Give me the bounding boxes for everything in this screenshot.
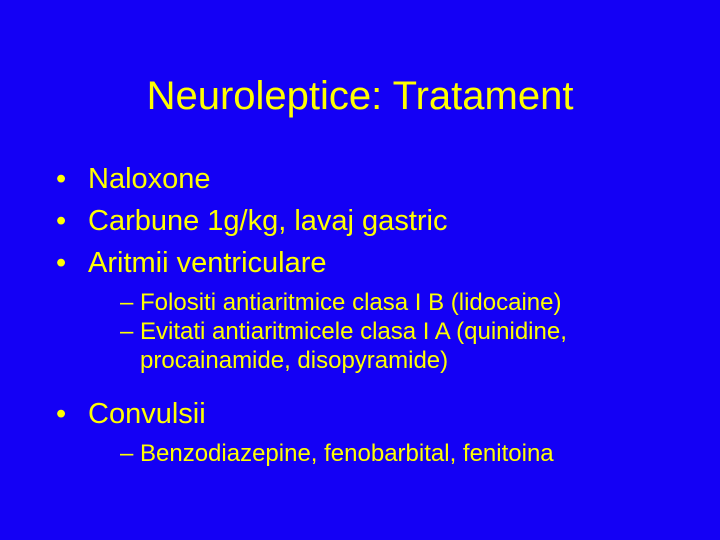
- bullet-item-aritmii: [56, 242, 696, 284]
- subitem-evitati: [56, 317, 696, 375]
- subitem-folositi: [56, 288, 696, 317]
- bullet-text: Aritmii ventriculare: [88, 247, 327, 279]
- bullet-item-carbune: [56, 200, 696, 242]
- bullet-text: Carbune 1g/kg, lavaj gastric: [88, 205, 448, 237]
- bullet-item-naloxone: [56, 158, 696, 200]
- dash-icon: –: [120, 289, 134, 316]
- bullet-icon: •: [56, 398, 67, 430]
- bullet-icon: •: [56, 247, 67, 279]
- bullet-icon: •: [56, 205, 67, 237]
- subitem-text: Benzodiazepine, fenobarbital, fenitoina: [140, 440, 554, 467]
- dash-icon: –: [120, 318, 134, 345]
- subitem-text: Evitati antiaritmicele clasa I A (quinidine, procainamide, disopyramide): [140, 318, 567, 374]
- dash-icon: –: [120, 440, 134, 467]
- subitem-benzodiazepine: [56, 439, 696, 468]
- bullet-text: Convulsii: [88, 398, 206, 430]
- bullet-item-convulsii: [56, 393, 696, 435]
- subitem-text: Folositi antiaritmice clasa I B (lidocaine): [140, 289, 562, 316]
- bullet-text: Naloxone: [88, 163, 211, 195]
- bullet-icon: •: [56, 163, 67, 195]
- slide-content: [56, 158, 696, 468]
- slide-title: Neuroleptice: Tratament: [146, 74, 574, 118]
